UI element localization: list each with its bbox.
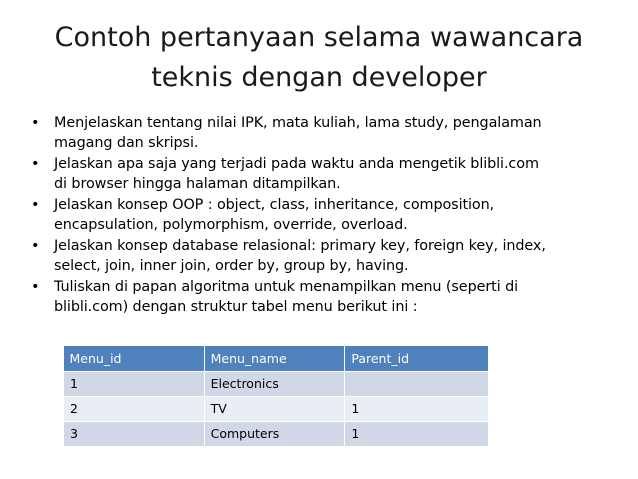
table-cell: 2 [64,396,205,421]
menu-table [63,346,489,447]
table-cell: 3 [64,421,205,446]
bullet-line: Menjelaskan tentang nilai IPK, mata kuliah, lama study, pengalaman [54,115,542,131]
table-cell: 1 [345,396,489,421]
bullet-line: blibli.com) dengan struktur tabel menu berikut ini : [54,298,418,315]
bullet-line: Tuliskan di papan algoritma untuk menampilkan menu (seperti di [54,279,519,295]
bullet-line: encapsulation, polymorphism, override, overload. [54,216,408,233]
table-cell: Computers [204,421,345,446]
bullet-dot-icon: • [31,279,40,295]
title-line-2: teknis dengan developer [151,62,487,93]
slide-title [20,18,618,98]
title-line-1: Contoh pertanyaan selama wawancara [54,22,584,53]
table-cell: Electronics [204,371,345,396]
table-row [64,396,489,421]
bullet-line: select, join, inner join, order by, group by, having. [54,257,409,274]
bullet-dot-icon: • [31,238,40,254]
column-header-menu-name: Menu_name [204,346,345,371]
bullet-dot-icon: • [31,115,40,131]
bullet-item [30,196,610,235]
table-cell: TV [204,396,345,421]
table-cell [345,371,489,396]
bullet-line: Jelaskan konsep database relasional: primary key, foreign key, index, [54,238,546,254]
table-header-row [64,346,489,371]
bullet-line: Jelaskan konsep OOP : object, class, inheritance, composition, [54,197,495,213]
bullet-item [30,114,610,153]
bullet-line: Jelaskan apa saja yang terjadi pada waktu anda mengetik blibli.com [54,156,539,172]
bullet-list [30,114,610,319]
bullet-item [30,278,610,317]
bullet-dot-icon: • [31,156,40,172]
bullet-line: di browser hingga halaman ditampilkan. [54,175,341,192]
column-header-menu-id: Menu_id [64,346,205,371]
table-row [64,371,489,396]
bullet-item [30,155,610,194]
bullet-item [30,237,610,276]
bullet-line: magang dan skripsi. [54,134,199,151]
table-cell: 1 [345,421,489,446]
table-cell: 1 [64,371,205,396]
bullet-dot-icon: • [31,197,40,213]
column-header-parent-id: Parent_id [345,346,489,371]
table-row [64,421,489,446]
